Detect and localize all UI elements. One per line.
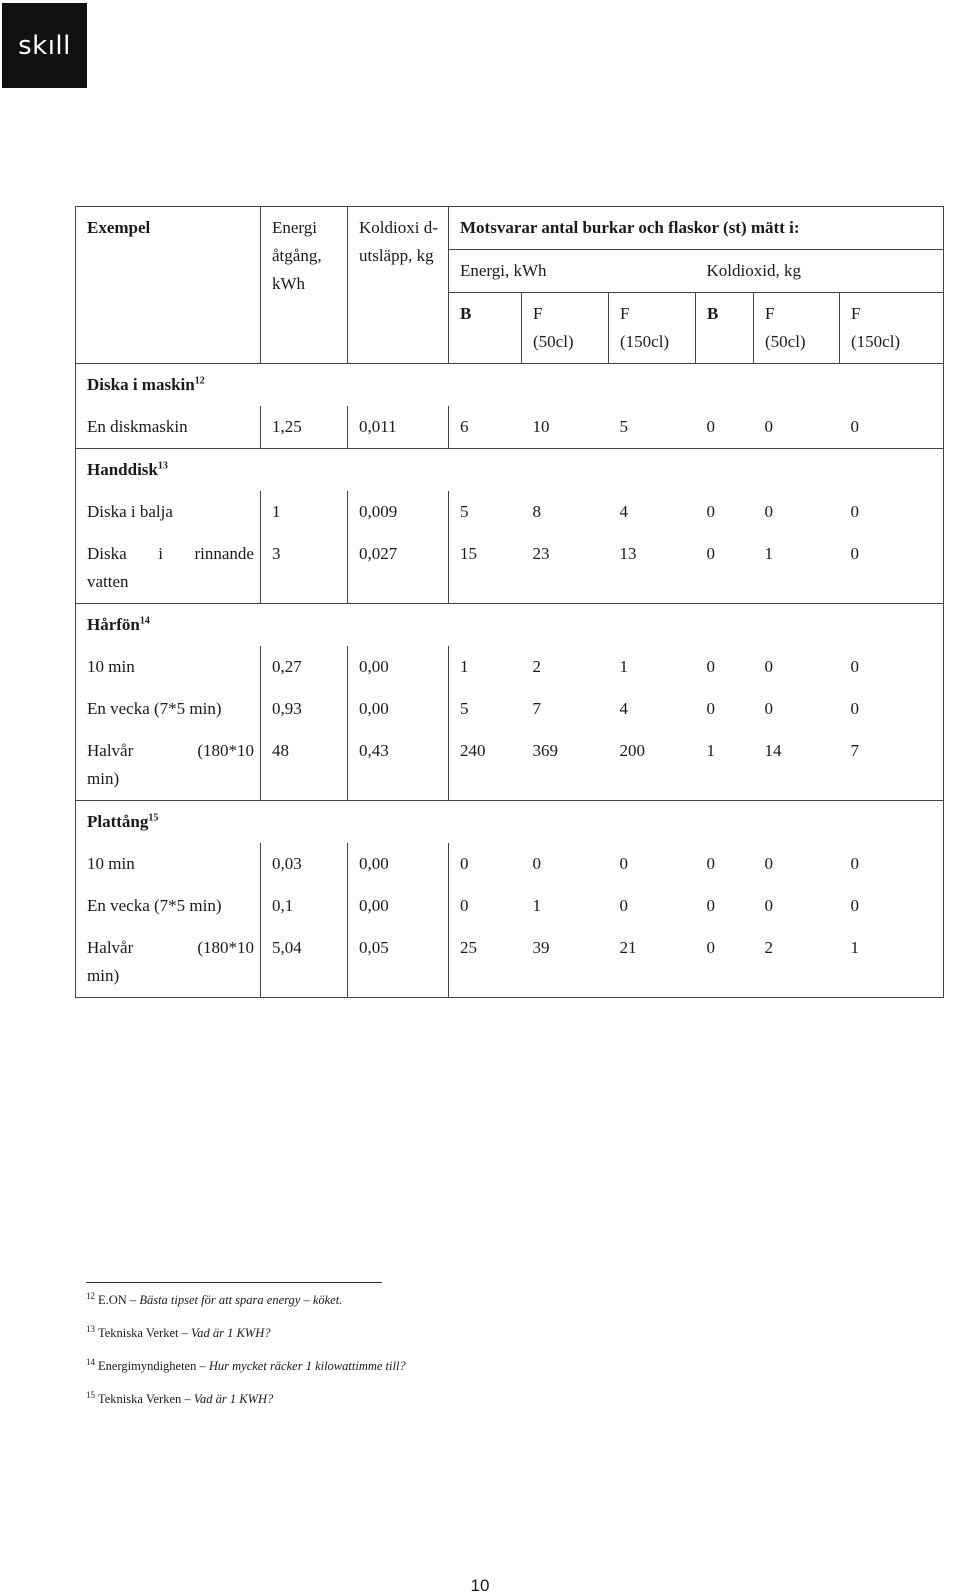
footnotes bbox=[86, 1292, 786, 1424]
row-label bbox=[76, 730, 261, 801]
table-cell: 0 bbox=[840, 646, 944, 688]
section-row bbox=[76, 801, 944, 844]
header-co2: Koldioxi d- utsläpp, kg bbox=[348, 207, 449, 364]
table-cell: 0,011 bbox=[348, 406, 449, 449]
footnote-ref: 12 bbox=[194, 375, 205, 387]
table-row bbox=[76, 730, 944, 801]
footnote bbox=[86, 1325, 786, 1341]
section-title-text: Handdisk bbox=[87, 460, 158, 479]
section-row bbox=[76, 364, 944, 407]
footnote-number: 14 bbox=[86, 1356, 95, 1367]
f-size: (150cl) bbox=[851, 332, 901, 351]
table-cell: 0 bbox=[706, 699, 715, 718]
table-cell: 0 bbox=[696, 406, 754, 449]
footnote bbox=[86, 1391, 786, 1407]
table-cell: 200 bbox=[609, 730, 696, 801]
table-cell: 13 bbox=[609, 533, 696, 604]
table-cell: 1 bbox=[840, 927, 944, 998]
table-cell: 0 bbox=[619, 854, 628, 873]
logo-text: skıll bbox=[18, 30, 71, 61]
f-size: (150cl) bbox=[620, 332, 670, 351]
table-cell: 5 bbox=[609, 406, 696, 449]
table-cell: 5 bbox=[460, 699, 469, 718]
footnote-title: Hur mycket räcker 1 kilowattimme till? bbox=[208, 1359, 406, 1373]
footnote-source: Tekniska Verken – bbox=[98, 1392, 194, 1406]
table-cell: 0 bbox=[840, 885, 944, 927]
table-cell: 10 bbox=[522, 406, 609, 449]
header-energy-group: Energi, kWh bbox=[449, 250, 696, 293]
header-f50-energy bbox=[522, 293, 609, 364]
row-label-line1: Diska i rinnande bbox=[87, 544, 254, 563]
header-energy: Energi åtgång, kWh bbox=[261, 207, 348, 364]
footnote-divider bbox=[86, 1282, 382, 1283]
section-title-text: Plattång bbox=[87, 812, 149, 831]
f-size: (50cl) bbox=[533, 332, 574, 351]
section-title bbox=[76, 801, 944, 844]
table-cell: 0,009 bbox=[348, 491, 449, 533]
table-cell: 1 bbox=[261, 491, 348, 533]
table-row bbox=[76, 406, 944, 449]
footnote-number: 12 bbox=[86, 1290, 95, 1301]
table-cell: 0 bbox=[840, 533, 944, 604]
table-cell: 0 bbox=[460, 896, 469, 915]
table-cell: 0,00 bbox=[348, 843, 449, 885]
table-cell: 4 bbox=[619, 502, 628, 521]
table-cell: 1,25 bbox=[261, 406, 348, 449]
section-title-text: Diska i maskin bbox=[87, 375, 195, 394]
f-letter: F bbox=[851, 304, 861, 323]
header-equivalent: Motsvarar antal burkar och flaskor (st) mätt i: bbox=[449, 207, 944, 250]
header-row-1 bbox=[76, 207, 944, 250]
table-cell: 0 bbox=[706, 854, 715, 873]
table-cell: 3 bbox=[261, 533, 348, 604]
table-cell: 0 bbox=[460, 854, 469, 873]
table-row bbox=[76, 646, 944, 688]
table-row bbox=[76, 533, 944, 604]
table-cell: 0 bbox=[619, 896, 628, 915]
section-title bbox=[76, 449, 944, 492]
table-cell: 0 bbox=[840, 843, 944, 885]
section-title-text: Hårfön bbox=[87, 615, 140, 634]
table-cell: 48 bbox=[261, 730, 348, 801]
table-cell: 5 bbox=[460, 502, 469, 521]
table-cell: 14 bbox=[754, 730, 840, 801]
header-co2-group: Koldioxid, kg bbox=[696, 250, 944, 293]
table-cell: 0,027 bbox=[348, 533, 449, 604]
header-example: Exempel bbox=[76, 207, 261, 364]
footnote-source: Energimyndigheten – bbox=[98, 1359, 209, 1373]
table-cell: 6 bbox=[449, 406, 522, 449]
row-label-line2: min) bbox=[87, 769, 120, 788]
section-title bbox=[76, 604, 944, 647]
header-f50-co2 bbox=[754, 293, 840, 364]
row-label: 10 min bbox=[76, 646, 261, 688]
footnote-title: Vad är 1 KWH? bbox=[193, 1392, 274, 1406]
table-row bbox=[76, 843, 944, 885]
table-cell: 1 bbox=[619, 657, 628, 676]
table-row bbox=[76, 885, 944, 927]
table-cell: 0,43 bbox=[348, 730, 449, 801]
table-cell: 240 bbox=[449, 730, 522, 801]
footnote-ref: 15 bbox=[148, 812, 159, 824]
table-cell: 0 bbox=[840, 406, 944, 449]
row-label-line1: Halvår (180*10 bbox=[87, 741, 254, 760]
section-row bbox=[76, 449, 944, 492]
skill-logo bbox=[2, 3, 87, 88]
table-cell: 0 bbox=[764, 657, 773, 676]
footnote-number: 15 bbox=[86, 1389, 95, 1400]
table-cell: 0 bbox=[840, 688, 944, 730]
footnote-ref: 14 bbox=[139, 615, 150, 627]
table-cell: 0,1 bbox=[261, 885, 348, 927]
table-cell: 0 bbox=[532, 854, 541, 873]
header-b-energy: B bbox=[449, 293, 522, 364]
table-cell: 0 bbox=[706, 896, 715, 915]
table-cell: 25 bbox=[449, 927, 522, 998]
table-cell: 369 bbox=[522, 730, 609, 801]
row-label: En vecka (7*5 min) bbox=[76, 885, 261, 927]
footnote-number: 13 bbox=[86, 1323, 95, 1334]
footnote-source: E.ON – bbox=[98, 1293, 140, 1307]
row-label bbox=[76, 533, 261, 604]
table-cell: 7 bbox=[532, 699, 541, 718]
table-cell: 0 bbox=[764, 699, 773, 718]
f-letter: F bbox=[533, 304, 543, 323]
page-number: 10 bbox=[470, 1576, 490, 1595]
table-cell: 4 bbox=[619, 699, 628, 718]
row-label-line2: vatten bbox=[87, 572, 129, 591]
table-cell: 0 bbox=[764, 854, 773, 873]
row-label: Diska i balja bbox=[76, 491, 261, 533]
table-cell: 0 bbox=[754, 406, 840, 449]
table-cell: 1 bbox=[532, 896, 541, 915]
row-label bbox=[76, 927, 261, 998]
footnote bbox=[86, 1292, 786, 1308]
table-cell: 0,03 bbox=[261, 843, 348, 885]
table-cell: 8 bbox=[532, 502, 541, 521]
table-cell: 1 bbox=[754, 533, 840, 604]
table-cell: 1 bbox=[460, 657, 469, 676]
table-cell: 21 bbox=[609, 927, 696, 998]
table-cell: 0 bbox=[840, 491, 944, 533]
row-label-line2: min) bbox=[87, 966, 120, 985]
footnote bbox=[86, 1358, 786, 1374]
row-label: En vecka (7*5 min) bbox=[76, 688, 261, 730]
table-row bbox=[76, 688, 944, 730]
header-f150-energy bbox=[609, 293, 696, 364]
table-body bbox=[76, 207, 944, 998]
row-label: En diskmaskin bbox=[76, 406, 261, 449]
table-cell: 0 bbox=[764, 502, 773, 521]
table-cell: 5,04 bbox=[261, 927, 348, 998]
table-cell: 15 bbox=[449, 533, 522, 604]
table-cell: 7 bbox=[840, 730, 944, 801]
table-cell: 0,00 bbox=[348, 885, 449, 927]
table-cell: 2 bbox=[754, 927, 840, 998]
table-cell: 39 bbox=[522, 927, 609, 998]
table-cell: 0 bbox=[764, 896, 773, 915]
table-cell: 0 bbox=[706, 657, 715, 676]
table-cell: 0 bbox=[696, 533, 754, 604]
table-cell: 0,00 bbox=[348, 688, 449, 730]
f-letter: F bbox=[620, 304, 630, 323]
row-label-line1: Halvår (180*10 bbox=[87, 938, 254, 957]
table-cell: 0,27 bbox=[261, 646, 348, 688]
table-row bbox=[76, 491, 944, 533]
section-title bbox=[76, 364, 944, 407]
table-cell: 0 bbox=[706, 502, 715, 521]
table-cell: 0,93 bbox=[261, 688, 348, 730]
table-cell: 0,00 bbox=[348, 646, 449, 688]
table-cell: 0 bbox=[696, 927, 754, 998]
footnote-title: Bästa tipset för att spara energy – köket. bbox=[139, 1293, 343, 1307]
row-label: 10 min bbox=[76, 843, 261, 885]
footnote-ref: 13 bbox=[157, 460, 168, 472]
table-cell: 1 bbox=[696, 730, 754, 801]
table-cell: 2 bbox=[532, 657, 541, 676]
table-cell: 23 bbox=[522, 533, 609, 604]
table-row bbox=[76, 927, 944, 998]
footnote-source: Tekniska Verket – bbox=[98, 1326, 191, 1340]
energy-table bbox=[75, 206, 944, 998]
header-b-co2: B bbox=[696, 293, 754, 364]
footnote-title: Vad är 1 KWH? bbox=[190, 1326, 271, 1340]
f-letter: F bbox=[765, 304, 775, 323]
header-f150-co2 bbox=[840, 293, 944, 364]
table-cell: 0,05 bbox=[348, 927, 449, 998]
section-row bbox=[76, 604, 944, 647]
f-size: (50cl) bbox=[765, 332, 806, 351]
